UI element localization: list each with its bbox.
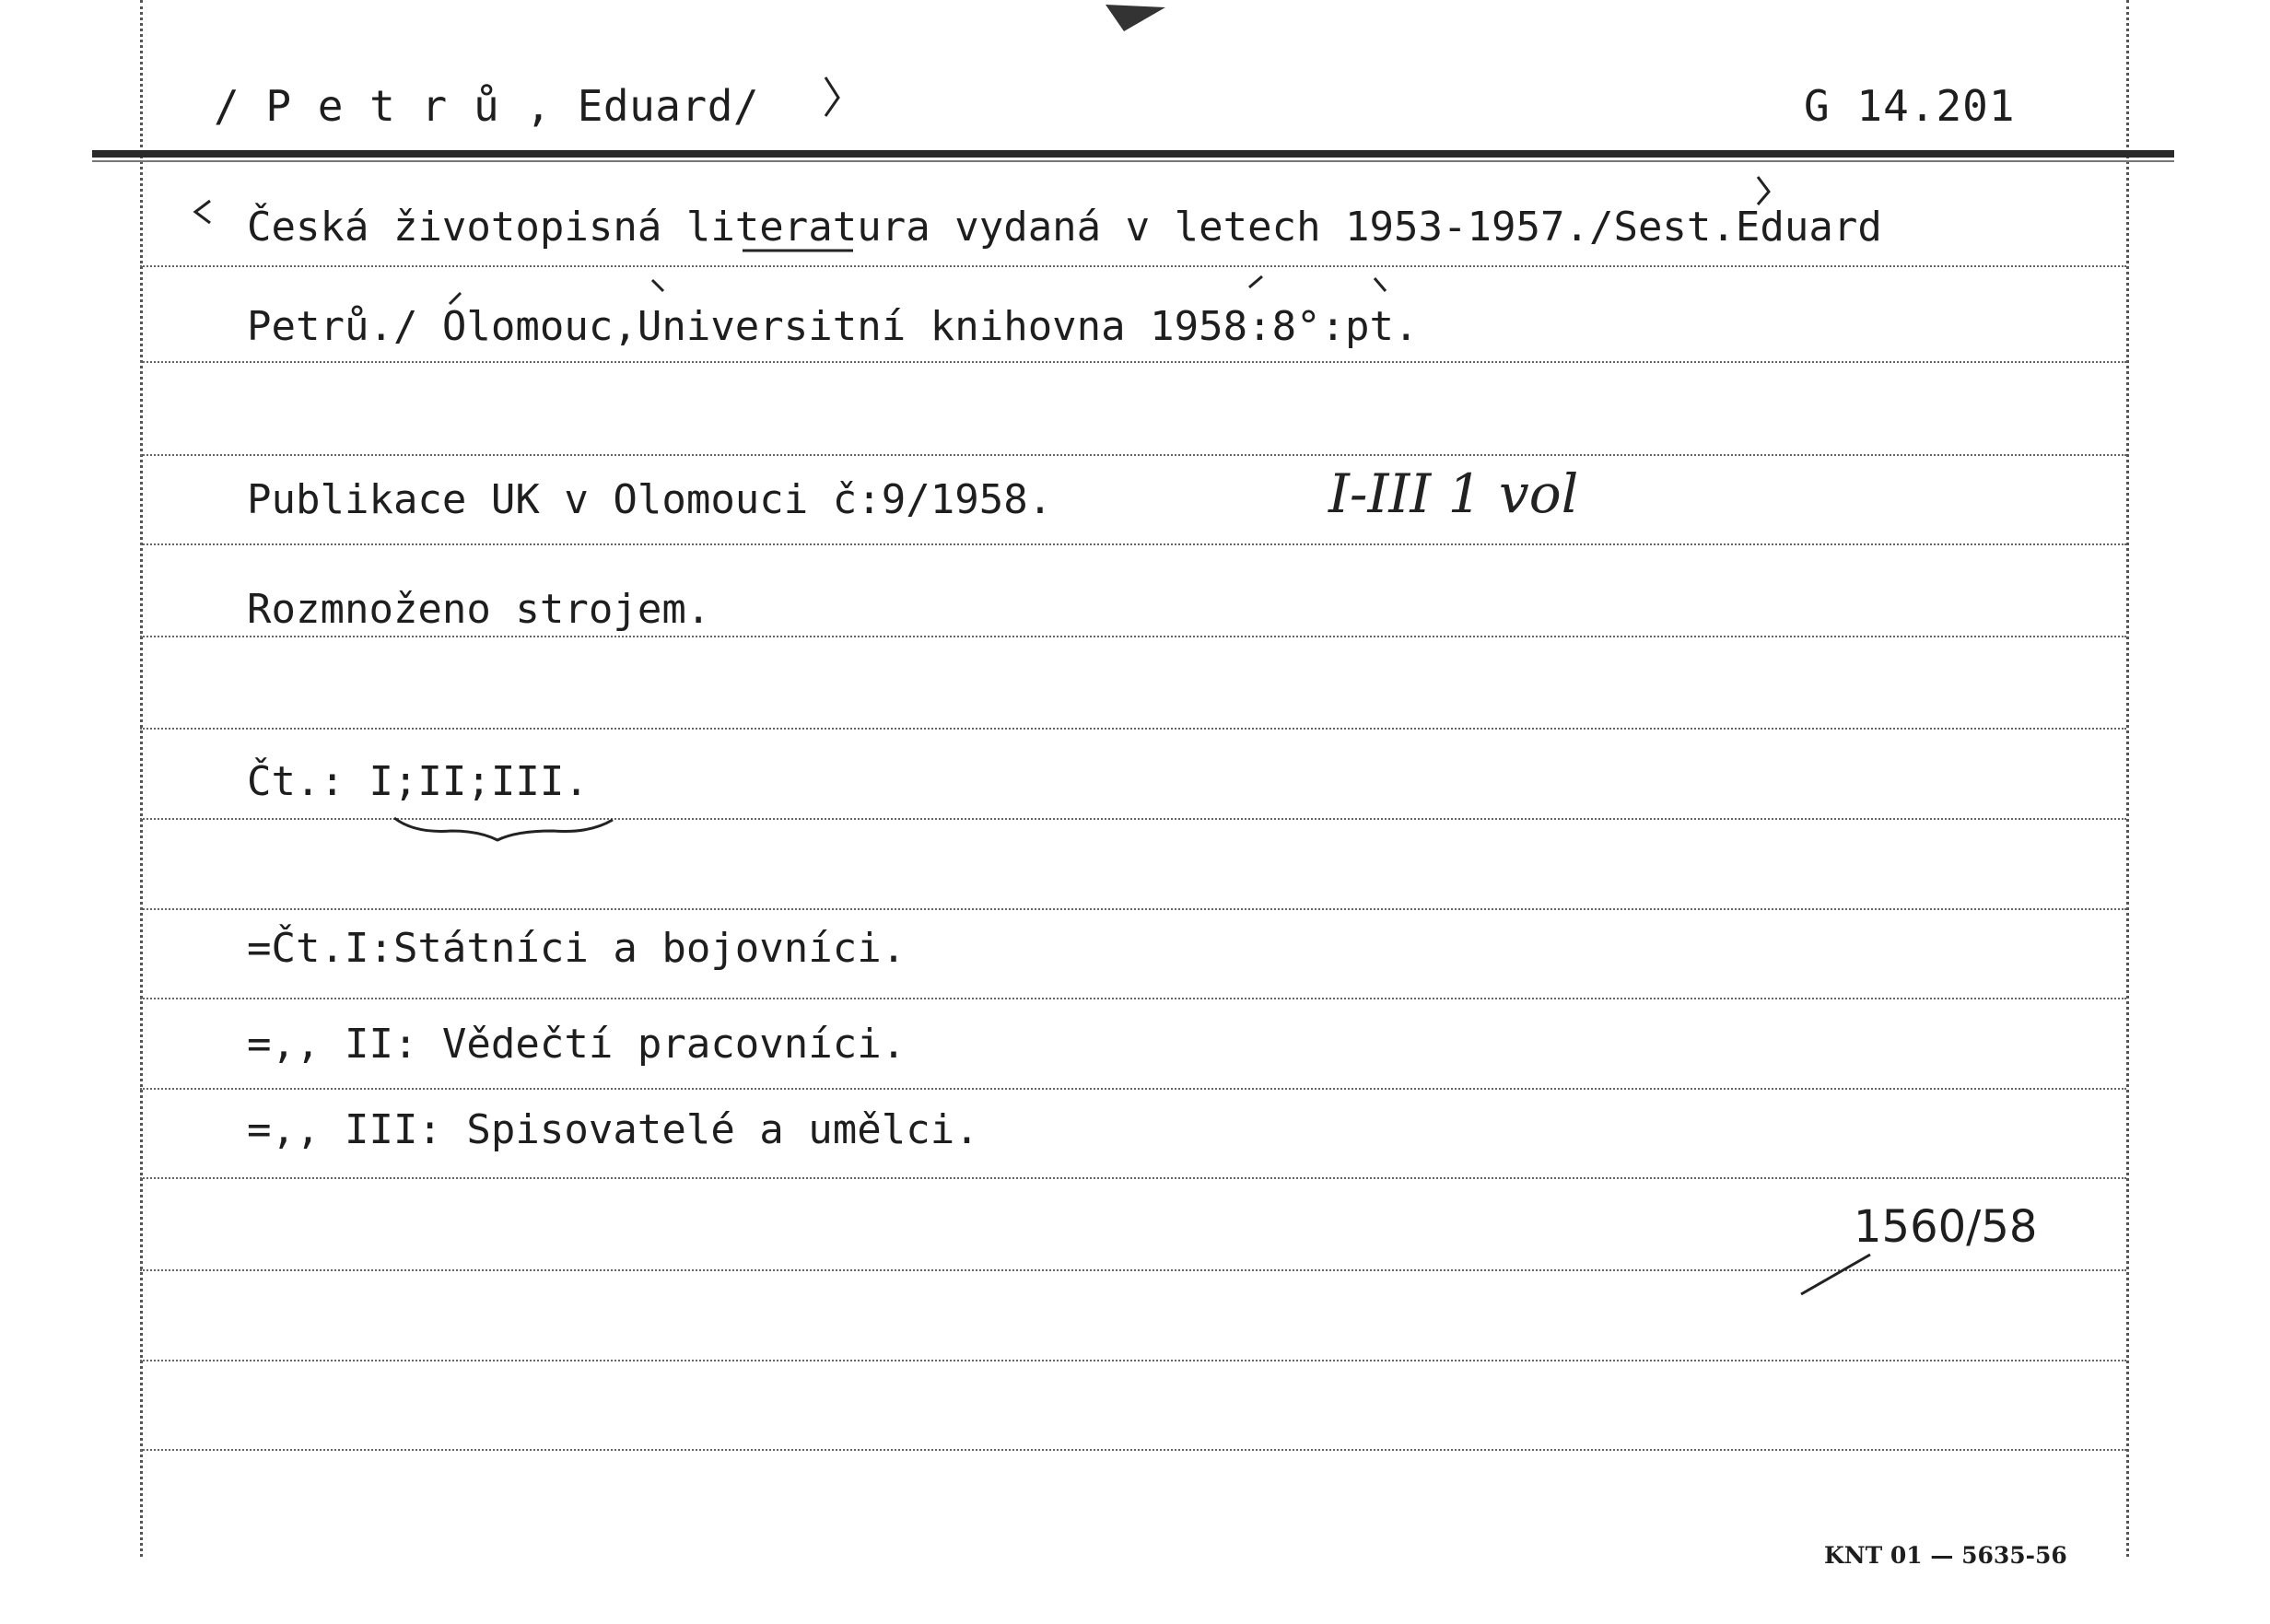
- ruled-line: [140, 1088, 2126, 1090]
- ruled-line: [140, 1177, 2126, 1179]
- accession-number: 1560/58: [1854, 1201, 2038, 1253]
- ink-blot: [1106, 5, 1165, 31]
- ruled-line: [140, 998, 2126, 999]
- ruled-line: [140, 1449, 2126, 1451]
- handwritten-note: I-III 1 vol: [1328, 462, 1579, 525]
- brace-mark: [394, 818, 613, 840]
- title-line-2: Petrů./ Olomouc,Universitní knihovna 1958:8°:pt.: [247, 303, 1419, 350]
- ruled-line: [140, 543, 2126, 545]
- ruled-line: [140, 1360, 2126, 1361]
- ruled-line: [140, 1269, 2126, 1271]
- reproduction-note: Rozmnoženo strojem.: [247, 586, 711, 633]
- call-number: G 14.201: [1804, 81, 2016, 131]
- ruled-line: [140, 454, 2126, 456]
- heading-divider: [92, 150, 2174, 158]
- part-entry: =,, III: Spisovatelé a umělci.: [247, 1106, 979, 1153]
- heading-divider-shadow: [92, 160, 2174, 162]
- bracket-mark: [652, 280, 663, 291]
- ruled-line: [140, 728, 2126, 730]
- bracket-mark: [1375, 278, 1386, 291]
- bracket-mark: [195, 201, 210, 223]
- part-entry: =,, II: Vědečtí pracovníci.: [247, 1021, 907, 1068]
- right-margin-rule: [2126, 0, 2129, 1557]
- printer-mark: KNT 01 — 5635-56: [1824, 1542, 2067, 1569]
- ruled-line: [140, 361, 2126, 363]
- series-statement: Publikace UK v Olomouci č:9/1958.: [247, 476, 1053, 523]
- parts-label: Čt.: I;II;III.: [247, 758, 589, 805]
- title-line-1: Česká životopisná literatura vydaná v letech 1953-1957./Sest.Eduard: [247, 204, 1882, 251]
- pencil-stroke: [1801, 1255, 1870, 1294]
- part-entry: =Čt.I:Státníci a bojovníci.: [247, 925, 907, 972]
- ruled-line: [140, 265, 2126, 267]
- bracket-mark: [1249, 276, 1262, 287]
- left-margin-rule: [140, 0, 143, 1557]
- ruled-line: [140, 636, 2126, 637]
- ruled-line: [140, 908, 2126, 910]
- author-heading: / P e t r ů , Eduard/: [214, 81, 760, 131]
- bracket-mark: [825, 77, 838, 116]
- ruled-line: [140, 818, 2126, 820]
- bracket-mark: [1758, 177, 1769, 204]
